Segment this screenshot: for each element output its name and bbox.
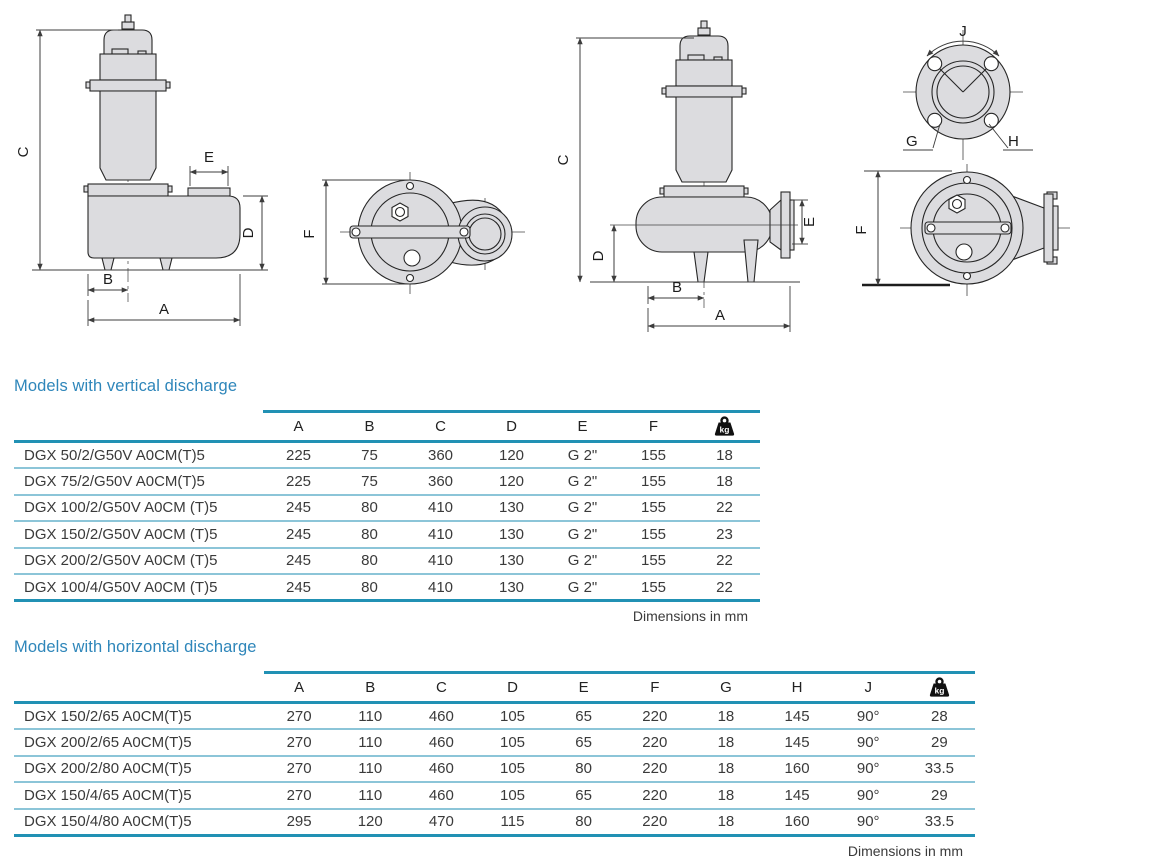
value-cell: 270 — [264, 782, 335, 809]
column-header-H: H — [762, 673, 833, 703]
table-row — [14, 809, 975, 836]
vertical-pump-top-view — [301, 172, 525, 294]
value-cell: 90° — [833, 703, 904, 730]
value-cell: G 2" — [547, 442, 618, 469]
value-cell: 270 — [264, 729, 335, 756]
section-title-horizontal: Models with horizontal discharge — [14, 638, 257, 656]
value-cell: 145 — [762, 729, 833, 756]
column-header-D: D — [476, 412, 547, 442]
value-cell: 220 — [619, 729, 690, 756]
value-cell: 90° — [833, 729, 904, 756]
dim-label-F: F — [301, 229, 318, 239]
dim-label-D: D — [240, 227, 257, 239]
value-cell: 220 — [619, 756, 690, 783]
dim-label-A: A — [714, 307, 726, 324]
value-cell: 110 — [335, 703, 406, 730]
value-cell: 115 — [477, 809, 548, 836]
dim-label-B: B — [102, 271, 114, 288]
value-cell: 75 — [334, 442, 405, 469]
value-cell: 22 — [689, 548, 760, 575]
value-cell: 160 — [762, 809, 833, 836]
dim-label-B: B — [671, 279, 683, 296]
header-row — [14, 673, 975, 703]
dim-label-J: J — [959, 23, 967, 40]
model-column-header — [14, 412, 263, 442]
value-cell: 245 — [263, 574, 334, 601]
model-name: DGX 150/2/G50V A0CM (T)5 — [14, 521, 263, 548]
value-cell: 225 — [263, 468, 334, 495]
model-name: DGX 200/2/G50V A0CM (T)5 — [14, 548, 263, 575]
model-name: DGX 100/2/G50V A0CM (T)5 — [14, 495, 263, 522]
value-cell: 155 — [618, 442, 689, 469]
value-cell: 105 — [477, 729, 548, 756]
value-cell: 410 — [405, 574, 476, 601]
column-header-F: F — [618, 412, 689, 442]
value-cell: 22 — [689, 574, 760, 601]
horizontal-discharge-section — [14, 637, 975, 859]
value-cell: 18 — [690, 756, 761, 783]
column-header-D: D — [477, 673, 548, 703]
table-row — [14, 782, 975, 809]
weight-kg-icon — [713, 416, 736, 437]
value-cell: 65 — [548, 703, 619, 730]
value-cell: 270 — [264, 756, 335, 783]
value-cell: 105 — [477, 782, 548, 809]
value-cell: 410 — [405, 521, 476, 548]
column-header-J: J — [833, 673, 904, 703]
value-cell: 470 — [406, 809, 477, 836]
value-cell: 110 — [335, 729, 406, 756]
value-cell: 410 — [405, 495, 476, 522]
value-cell: 120 — [476, 442, 547, 469]
dim-label-C: C — [15, 146, 32, 158]
discharge-flange-detail-view — [903, 23, 1033, 160]
value-cell: 120 — [335, 809, 406, 836]
motor-body — [100, 91, 156, 180]
value-cell: 155 — [618, 521, 689, 548]
value-cell: 270 — [264, 703, 335, 730]
value-cell: 75 — [334, 468, 405, 495]
column-header-B: B — [334, 412, 405, 442]
model-name: DGX 150/2/65 A0CM(T)5 — [14, 703, 264, 730]
value-cell: 220 — [619, 782, 690, 809]
column-header-E: E — [547, 412, 618, 442]
vertical-table-body — [14, 442, 760, 601]
dim-label-C: C — [555, 154, 572, 166]
bolt-slot — [928, 57, 942, 71]
value-cell: 80 — [548, 809, 619, 836]
value-cell: 33.5 — [904, 756, 975, 783]
model-name: DGX 150/4/80 A0CM(T)5 — [14, 809, 264, 836]
column-header-C: C — [406, 673, 477, 703]
value-cell: 29 — [904, 782, 975, 809]
dim-label-G: G — [906, 133, 918, 150]
value-cell: 220 — [619, 703, 690, 730]
column-header-weight — [689, 412, 760, 442]
motor-body — [676, 97, 732, 182]
column-header-E: E — [548, 673, 619, 703]
dim-label-E: E — [801, 216, 818, 228]
value-cell: 460 — [406, 703, 477, 730]
value-cell: 18 — [690, 809, 761, 836]
value-cell: 80 — [334, 574, 405, 601]
value-cell: 65 — [548, 729, 619, 756]
horizontal-pump-top-view — [853, 164, 1070, 296]
value-cell: 120 — [476, 468, 547, 495]
value-cell: 155 — [618, 468, 689, 495]
value-cell: G 2" — [547, 468, 618, 495]
bolt-slot — [984, 113, 998, 127]
value-cell: 28 — [904, 703, 975, 730]
value-cell: 18 — [690, 729, 761, 756]
dim-label-H: H — [1008, 133, 1019, 150]
svg-text:kg: kg — [719, 424, 730, 435]
dimensions-note: Dimensions in mm — [632, 608, 748, 624]
table-row — [14, 521, 760, 548]
dim-label-E: E — [203, 149, 215, 166]
value-cell: 360 — [405, 468, 476, 495]
column-header-G: G — [690, 673, 761, 703]
table-row — [14, 756, 975, 783]
value-cell: 65 — [548, 782, 619, 809]
header-row — [14, 412, 760, 442]
dimensions-note: Dimensions in mm — [847, 842, 963, 859]
value-cell: 130 — [476, 574, 547, 601]
value-cell: 105 — [477, 756, 548, 783]
value-cell: 460 — [406, 729, 477, 756]
discharge-port-lip — [188, 188, 230, 196]
horizontal-pump-front-view — [555, 21, 818, 332]
value-cell: 110 — [335, 782, 406, 809]
dim-label-D: D — [590, 250, 607, 262]
vertical-discharge-table — [14, 410, 760, 602]
value-cell: 155 — [618, 495, 689, 522]
value-cell: 33.5 — [904, 809, 975, 836]
value-cell: 360 — [405, 442, 476, 469]
value-cell: G 2" — [547, 495, 618, 522]
table-row — [14, 468, 760, 495]
section-title-vertical: Models with vertical discharge — [14, 377, 238, 395]
table-row — [14, 442, 760, 469]
value-cell: 155 — [618, 548, 689, 575]
model-name: DGX 200/2/65 A0CM(T)5 — [14, 729, 264, 756]
value-cell: 90° — [833, 809, 904, 836]
value-cell: 220 — [619, 809, 690, 836]
value-cell: 105 — [477, 703, 548, 730]
value-cell: 18 — [689, 442, 760, 469]
table-row — [14, 729, 975, 756]
model-name: DGX 75/2/G50V A0CM(T)5 — [14, 468, 263, 495]
model-name: DGX 50/2/G50V A0CM(T)5 — [14, 442, 263, 469]
value-cell: 80 — [334, 548, 405, 575]
discharge-flange — [1044, 194, 1053, 262]
model-name: DGX 150/4/65 A0CM(T)5 — [14, 782, 264, 809]
value-cell: 130 — [476, 548, 547, 575]
model-column-header — [14, 673, 264, 703]
dim-label-A: A — [158, 301, 170, 318]
pump-dimension-diagrams — [0, 0, 1160, 360]
table-row — [14, 574, 760, 601]
motor-cap — [100, 54, 156, 80]
value-cell: 23 — [689, 521, 760, 548]
value-cell: 18 — [690, 782, 761, 809]
dim-label-F: F — [853, 225, 870, 235]
value-cell: 18 — [690, 703, 761, 730]
horizontal-table-body — [14, 703, 975, 836]
value-cell: 80 — [548, 756, 619, 783]
value-cell: 160 — [762, 756, 833, 783]
column-header-C: C — [405, 412, 476, 442]
table-row — [14, 548, 760, 575]
vertical-pump-front-view — [15, 15, 268, 326]
value-cell: 18 — [689, 468, 760, 495]
value-cell: G 2" — [547, 548, 618, 575]
bolt-slot — [984, 57, 998, 71]
value-cell: 245 — [263, 548, 334, 575]
column-header-A: A — [264, 673, 335, 703]
volute-casing — [88, 196, 240, 258]
column-header-F: F — [619, 673, 690, 703]
svg-text:kg: kg — [934, 685, 945, 696]
weight-kg-icon — [928, 677, 951, 698]
vertical-discharge-section — [14, 376, 760, 624]
value-cell: 110 — [335, 756, 406, 783]
table-row — [14, 703, 975, 730]
value-cell: 145 — [762, 782, 833, 809]
value-cell: 22 — [689, 495, 760, 522]
value-cell: 130 — [476, 521, 547, 548]
value-cell: 225 — [263, 442, 334, 469]
value-cell: G 2" — [547, 521, 618, 548]
value-cell: 145 — [762, 703, 833, 730]
value-cell: 460 — [406, 782, 477, 809]
motor-cap — [676, 60, 732, 86]
value-cell: 155 — [618, 574, 689, 601]
value-cell: 80 — [334, 521, 405, 548]
value-cell: 245 — [263, 521, 334, 548]
value-cell: 410 — [405, 548, 476, 575]
value-cell: 80 — [334, 495, 405, 522]
column-header-weight — [904, 673, 975, 703]
value-cell: 245 — [263, 495, 334, 522]
column-header-A: A — [263, 412, 334, 442]
value-cell: G 2" — [547, 574, 618, 601]
horizontal-discharge-table — [14, 671, 975, 837]
value-cell: 460 — [406, 756, 477, 783]
value-cell: 130 — [476, 495, 547, 522]
column-header-B: B — [335, 673, 406, 703]
handle-top — [350, 226, 470, 238]
model-name: DGX 200/2/80 A0CM(T)5 — [14, 756, 264, 783]
handle-top — [925, 222, 1011, 234]
value-cell: 90° — [833, 756, 904, 783]
value-cell: 295 — [264, 809, 335, 836]
value-cell: 90° — [833, 782, 904, 809]
model-name: DGX 100/4/G50V A0CM (T)5 — [14, 574, 263, 601]
value-cell: 29 — [904, 729, 975, 756]
table-row — [14, 495, 760, 522]
